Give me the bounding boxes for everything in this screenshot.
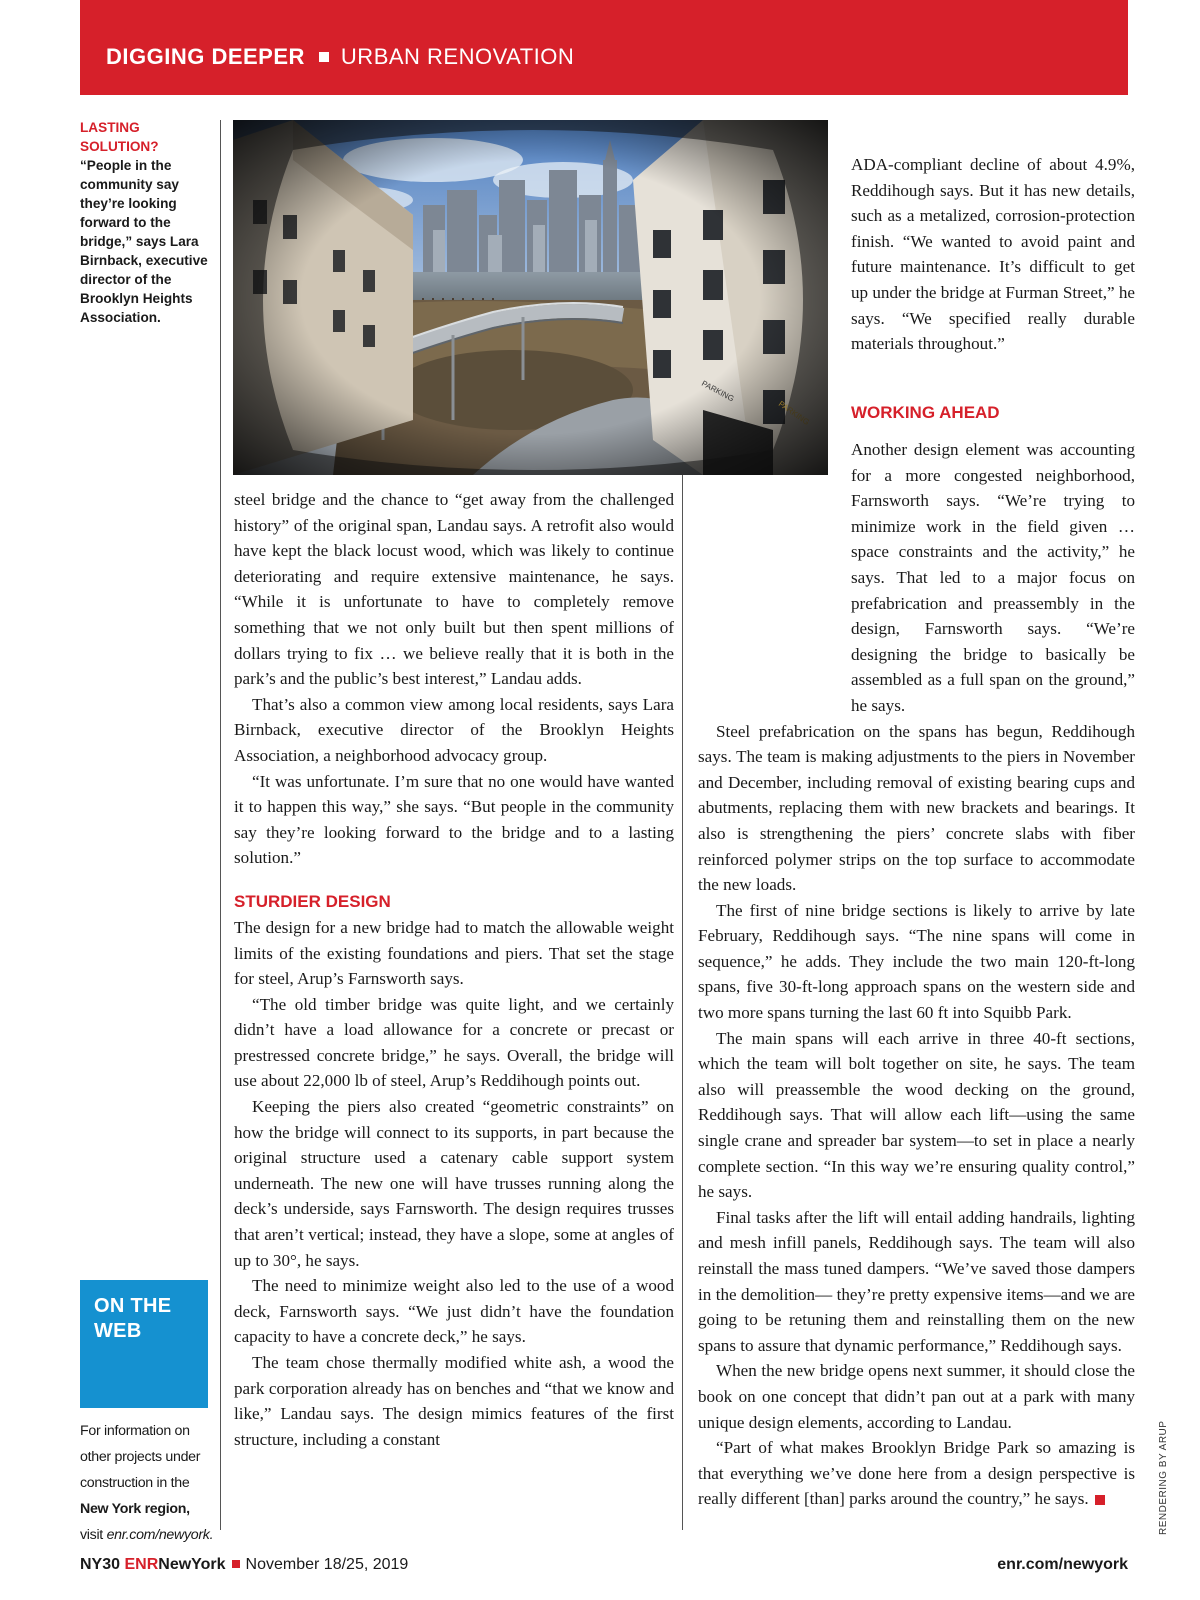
- footer-brand-newyork: NewYork: [158, 1556, 226, 1573]
- bridge-photo-illustration: [233, 120, 828, 475]
- column-b: [698, 437, 1135, 1512]
- column-b-paragraph: Final tasks after the lift will entail adding handrails, lighting and mesh infill panels, Reddihough says. The team will also reinstall the mass tuned dampers. “We’ve saved those dampers in the demolition— they’re pretty expensive items—and we are going to be retuning them and reinstalling them on the new spans to assure that dynamic performance,” Reddihough says.: [698, 1207, 1135, 1355]
- footer-brand-enr: ENR: [124, 1556, 159, 1573]
- column-divider-middle: [682, 470, 683, 1530]
- column-a-paragraph: That’s also a common view among local residents, says Lara Birnback, executive director of the Brooklyn Heights Association, a neighborhood advocacy group.: [234, 694, 674, 765]
- column-a-paragraph: “The old timber bridge was quite light, and we certainly didn’t have a load allowance for a concrete or precast or prestressed concrete bridge,” he says. Overall, the bridge will use about 22,000 lb of steel, Arup’s Reddihough points out.: [234, 994, 674, 1091]
- caption-head-line1: LASTING: [80, 120, 140, 135]
- bridge-photo: [233, 120, 828, 475]
- column-b-paragraph: The first of nine bridge sections is likely to arrive by late February, Reddihough says. “The nine spans will come in sequence,” he adds. They include the two main 120-ft-long spans, five 30-ft-long approach spans on the western side and two more spans turning the last 60 ft into Squibb Park.: [698, 900, 1135, 1023]
- column-b-heading-block: [851, 402, 1135, 426]
- caption-head-line2: SOLUTION?: [80, 139, 159, 154]
- on-the-web-text-1: For information on other projects under construction in the: [80, 1423, 201, 1491]
- column-a-paragraph: The design for a new bridge had to match the allowable weight limits of the existing foundations and piers. That set the stage for steel, Arup’s Farnsworth says.: [234, 917, 674, 989]
- on-the-web-title-line1: ON THE: [94, 1295, 172, 1317]
- column-a-paragraph: Keeping the piers also created “geometric constraints” on how the bridge will connect to its supports, in part because the original structure used a catenary cable support system underneath. The new one will have trusses running along the deck’s underside, says Farnsworth. The design requires trusses that aren’t vertical; instead, they have a slope, some at angles of up to 30°, he says.: [234, 1097, 674, 1270]
- on-the-web-box: [80, 1280, 208, 1408]
- column-b-paragraph: The main spans will each arrive in three 40-ft sections, which the team will bolt together on site, he says. The team also will preassemble the wood decking on the ground, Reddihough says. That will allow each lift—using the same single crane and spreader bar system—to set in place a nearly complete section. “In this way we’re ensuring quality control,” he says.: [698, 1028, 1135, 1202]
- on-the-web-title-line2: WEB: [94, 1320, 142, 1342]
- on-the-web-link[interactable]: enr.com/newyork.: [106, 1527, 214, 1543]
- header-section: URBAN RENOVATION: [340, 44, 575, 69]
- photo-caption: [80, 118, 212, 327]
- header-title: [106, 44, 574, 70]
- column-a-paragraph: steel bridge and the chance to “get away from the challenged history” of the original span, Landau says. A retrofit also would have kept the black locust wood, which was likely to continue deteriorating and require extensive maintenance, he says. “While it is unfortunate to have to completely remove something that we not only built but then spent millions of dollars trying to fix … we believe really that it is both in the park’s and the public’s best interest,” Landau adds.: [234, 490, 674, 689]
- column-b-paragraph: Another design element was accounting for a more congested neighborhood, Farnsworth says. “We’re trying to minimize work in the field given … space constraints and the activity,” he says. That led to a major focus on prefabrication and preassembly in the design, Farnsworth says. “We’re designing the bridge to basically be assembled as a full span on the ground,” he says.: [851, 440, 1135, 715]
- column-a-paragraph: The team chose thermally modified white ash, a wood the park corporation already has on benches and “that we know and like,” Landau says. The design mimics features of the first structure, including a constant: [234, 1353, 674, 1449]
- column-a-paragraph: The need to minimize weight also led to the use of a wood deck, Farnsworth says. “We just didn’t have the foundation capacity to have a concrete deck,” he says.: [234, 1276, 674, 1347]
- footer-url[interactable]: enr.com/newyork: [997, 1556, 1128, 1573]
- footer-page-number: NY30: [80, 1556, 121, 1573]
- column-b-final-text: “Part of what makes Brooklyn Bridge Park so amazing is that everything we’ve done here from a design perspective is really different [than] parks around the country,” he says.: [698, 1438, 1135, 1509]
- rendering-credit: RENDERING BY ARUP: [1158, 1420, 1169, 1535]
- header-separator-square: [319, 52, 329, 62]
- column-divider-left: [220, 120, 221, 1530]
- on-the-web-region: New York region,: [80, 1501, 190, 1517]
- header-bar: [80, 0, 1128, 95]
- column-a-paragraph: “It was unfortunate. I’m sure that no one would have wanted it to happen this way,” she says. “But people in the community say they’re looking forward to the bridge and to a lasting solution.”: [234, 771, 674, 868]
- on-the-web-text: [80, 1418, 215, 1548]
- caption-text: “People in the community say they’re looking forward to the bridge,” says Lara Birnback, executive director of the Brooklyn Heights Association.: [80, 158, 208, 325]
- column-b-paragraph: [698, 1435, 1135, 1512]
- header-kicker: DIGGING DEEPER: [106, 44, 305, 69]
- column-b-top-paragraph: ADA-compliant decline of about 4.9%, Reddihough says. But it has new details, such as a metalized, corrosion-protection finish. “We wanted to avoid paint and future maintenance. It’s difficult to get up under the bridge at Furman Street,” he says. “We specified really durable materials throughout.”: [851, 155, 1135, 354]
- column-a: [234, 487, 674, 1452]
- column-b-top: [851, 152, 1135, 357]
- on-the-web-text-2: visit: [80, 1527, 107, 1543]
- footer-date: November 18/25, 2019: [245, 1556, 409, 1573]
- column-b-paragraph: When the new bridge opens next summer, it should close the book on one concept that didn’t pan out at a park with many unique design elements, according to Landau.: [698, 1361, 1135, 1432]
- subhead-working-ahead: WORKING AHEAD: [851, 403, 1000, 422]
- on-the-web-title: [94, 1294, 171, 1344]
- end-mark-square: [1095, 1495, 1105, 1505]
- subhead-sturdier-design: STURDIER DESIGN: [234, 891, 391, 911]
- caption-heading: [80, 118, 212, 156]
- column-b-paragraph: Steel prefabrication on the spans has begun, Reddihough says. The team is making adjustments to the piers in November and December, including removal of existing bearing cups and abutments, replacing them with new brackets and bearings. It also is strengthening the piers’ concrete slabs with fiber reinforced polymer strips on the top surface to accommodate the new loads.: [698, 721, 1135, 895]
- footer-separator-square: [232, 1560, 240, 1568]
- footer-left: [80, 1556, 408, 1574]
